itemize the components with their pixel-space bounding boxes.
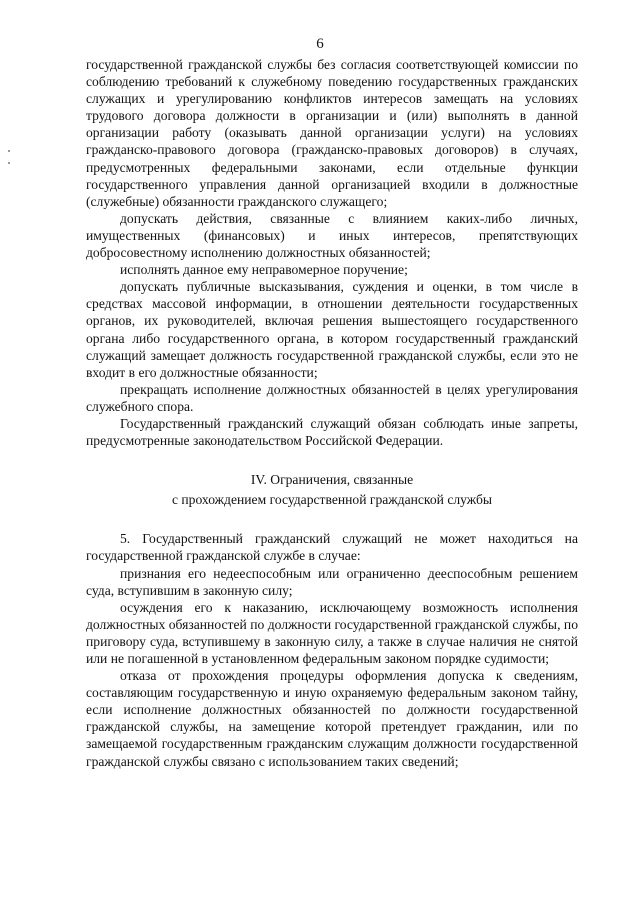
paragraph-other-prohibitions: Государственный гражданский служащий обязан соблюдать иные запреты, предусмотренные законодательством Российской Федерации.: [86, 415, 578, 449]
paragraph-prohibition-unlawful-order: исполнять данное ему неправомерное поручение;: [120, 262, 408, 278]
document-body: [86, 56, 578, 770]
paragraph-prohibition-stop-duties: прекращать исполнение должностных обязанностей в целях урегулирования служебного спора.: [86, 381, 578, 414]
paragraph-prohibition-interests: допускать действия, связанные с влиянием каких-либо личных, имущественных (финансовых) и иных интересов, препятствующих добросовестному исполнению должностных обязанностей;: [86, 210, 578, 261]
paragraph-conviction: осуждения его к наказанию, исключающему возможность исполнения должностных обязанностей по должности государственной гражданской службы, по приговору суда, вступившему в законную силу, а также в случае наличия не снятой или не погашенной в установленном федеральным законом порядке судимости;: [86, 599, 578, 666]
section-heading-line-2: с прохождением государственной гражданской службы: [171, 492, 493, 508]
paragraph-refusal-clearance: отказа от прохождения процедуры оформления допуска к сведениям, составляющим государственную и иную охраняемую федеральным законом тайну, если исполнение должностных обязанностей по должности государственной гражданской службы, на замещение которой претендует гражданин, или по замещаемой государственным гражданским служащим должности государственной гражданской службы связано с использованием таких сведений;: [86, 668, 578, 769]
paragraph-item-5: 5. Государственный гражданский служащий не может находиться на государственной гражданской службе в случае:: [86, 531, 578, 564]
page-number: 6: [316, 36, 324, 52]
paragraph-prohibition-public-statements: допускать публичные высказывания, суждения и оценки, в том числе в средствах массовой информации, в отношении деятельности государственных органов, их руководителей, включая решения вышестоящего государственного органа либо государственного органа, в котором государственный гражданский служащий замещает должность государственной гражданской службы, если это не входит в его должностные обязанности;: [86, 279, 578, 380]
paragraph-incapacity: признания его недееспособным или ограниченно дееспособным решением суда, вступившим в законную силу;: [86, 565, 578, 598]
scan-edge-mark: [8, 150, 10, 152]
scan-edge-mark: [8, 162, 10, 164]
paragraph-continuation: государственной гражданской службы без согласия соответствующей комиссии по соблюдению требований к служебному поведению государственных гражданских служащих и урегулированию конфликтов интересов замещать на условиях трудового договора должности в организации и (или) выполнять в данной организации работу (оказывать данной организации услуги) на условиях гражданско-правового договора (гражданско-правовых договоров) в случаях, предусмотренных федеральными законами, если отдельные функции государственного управления данной организацией входили в должностные (служебные) обязанности гражданского служащего;: [86, 57, 578, 209]
section-heading-line-1: IV. Ограничения, связанные: [250, 472, 414, 488]
